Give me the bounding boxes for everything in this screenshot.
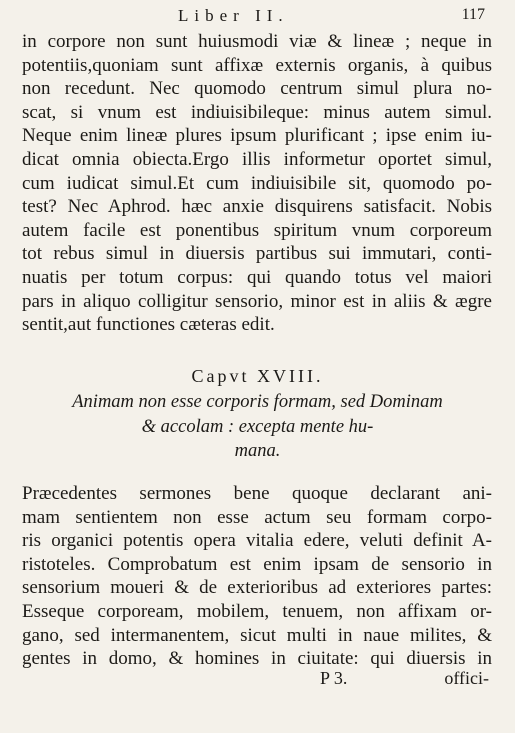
text-line: potentiis,quoniam sunt affixæ externis organis, à quibus (22, 54, 492, 76)
text-line: sentit,aut functiones cæteras edit. (22, 314, 275, 336)
catchword: offici- (444, 668, 489, 688)
text-line: pars in aliquo colligitur sensorio, minor est in aliis & ægre (22, 290, 492, 312)
text-line: nuatis per totum corpus: qui quando totus vel maiori (22, 266, 492, 288)
text-line: ristoteles. Comprobatum est enim ipsam de sensorio in (22, 553, 492, 575)
text-line: ris organici potentis opera vitalia edere, veluti definit A- (22, 530, 492, 552)
text-line: mam sentientem non esse actum seu formam corpo- (22, 506, 492, 528)
text-line: gentes in domo, & homines in ciuitate: qui diuersis in (22, 648, 492, 670)
chapter-heading: Capvt XVIII. (191, 366, 324, 386)
text-line: autem facile est ponentibus spiritum vnum corporeum (22, 219, 492, 241)
text-line: test? Nec Aphrod. hæc anxie disquirens satisfacit. Nobis (22, 196, 492, 218)
text-line: sensorium moueri & de exterioribus ad exteriores partes: (22, 577, 492, 599)
signature-mark: P 3. (320, 668, 348, 688)
text-line: gano, sed intermanentem, sicut multi in naue milites, & (22, 624, 492, 646)
body-text-bottom (22, 482, 492, 671)
text-line: tot rebus simul in diuersis partibus sui immutari, conti- (22, 243, 492, 265)
text-line: cum iudicat simul.Et cum indiuisibile sit, quomodo po- (22, 172, 492, 194)
text-line: dicat omnia obiecta.Ergo illis informetur oportet simul, (22, 148, 492, 170)
running-header (0, 6, 515, 28)
body-text-top (22, 30, 492, 337)
text-line: Esseque corpoream, mobilem, tenuem, non affixam or- (22, 600, 492, 622)
page-footer (0, 668, 515, 692)
subtitle-line: Animam non esse corporis formam, sed Dominam (72, 392, 443, 412)
text-line: Neque enim lineæ plures ipsum plurificant ; ipse enim iu- (22, 125, 492, 147)
text-line: in corpore non sunt huiusmodi viæ & lineæ ; neque in (22, 31, 492, 52)
text-line: Præcedentes sermones bene quoque declarant ani- (22, 483, 492, 504)
subtitle-line: & accolam : excepta mente hu- (141, 416, 374, 437)
subtitle-line: mana. (234, 441, 281, 461)
running-title: Liber II. (178, 6, 289, 25)
text-line: non recedunt. Nec quomodo centrum simul plura no- (22, 78, 492, 100)
text-line: scat, si vnum est indiuisibileque: minus autem simul. (22, 101, 492, 123)
page-number: 117 (461, 6, 485, 23)
chapter-subtitle (0, 390, 515, 464)
